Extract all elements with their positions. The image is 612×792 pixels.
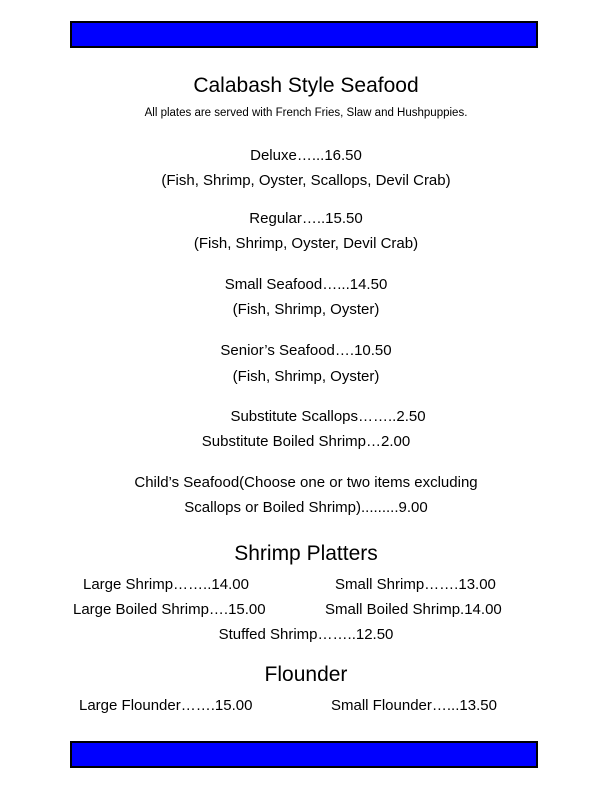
section-title-shrimp: Shrimp Platters	[234, 542, 378, 565]
menu-item-childs-seafood-cont: Scallops or Boiled Shrimp).........9.00	[184, 499, 428, 516]
menu-item-regular: Regular…..15.50	[249, 210, 363, 227]
menu-item-substitute-boiled-shrimp: Substitute Boiled Shrimp…2.00	[201, 433, 411, 450]
menu-item-large-shrimp: Large Shrimp……..14.00	[83, 576, 249, 593]
bottom-color-bar	[70, 741, 538, 768]
menu-item-deluxe: Deluxe…...16.50	[250, 147, 362, 164]
menu-item-senior-seafood: Senior’s Seafood….10.50	[220, 342, 392, 359]
menu-item-large-boiled-shrimp: Large Boiled Shrimp….15.00	[73, 601, 266, 618]
menu-item-large-flounder: Large Flounder…….15.00	[79, 697, 253, 714]
menu-item-small-flounder: Small Flounder…...13.50	[331, 697, 497, 714]
menu-item-small-seafood: Small Seafood…...14.50	[224, 276, 388, 293]
top-color-bar	[70, 21, 538, 48]
menu-item-senior-seafood-desc: (Fish, Shrimp, Oyster)	[232, 368, 380, 385]
section-title-flounder: Flounder	[264, 663, 348, 686]
menu-item-small-boiled-shrimp: Small Boiled Shrimp.14.00	[325, 601, 502, 618]
plates-note: All plates are served with French Fries, Slaw and Hushpuppies.	[144, 107, 468, 119]
menu-item-substitute-scallops: Substitute Scallops……..2.50	[230, 408, 426, 425]
menu-item-small-shrimp: Small Shrimp…….13.00	[335, 576, 496, 593]
menu-item-deluxe-desc: (Fish, Shrimp, Oyster, Scallops, Devil Crab)	[161, 172, 451, 189]
menu-item-childs-seafood: Child’s Seafood(Choose one or two items excluding	[134, 474, 478, 491]
menu-item-small-seafood-desc: (Fish, Shrimp, Oyster)	[232, 301, 380, 318]
menu-item-regular-desc: (Fish, Shrimp, Oyster, Devil Crab)	[193, 235, 419, 252]
section-title-calabash: Calabash Style Seafood	[193, 74, 419, 97]
menu-item-stuffed-shrimp: Stuffed Shrimp……..12.50	[218, 626, 394, 643]
